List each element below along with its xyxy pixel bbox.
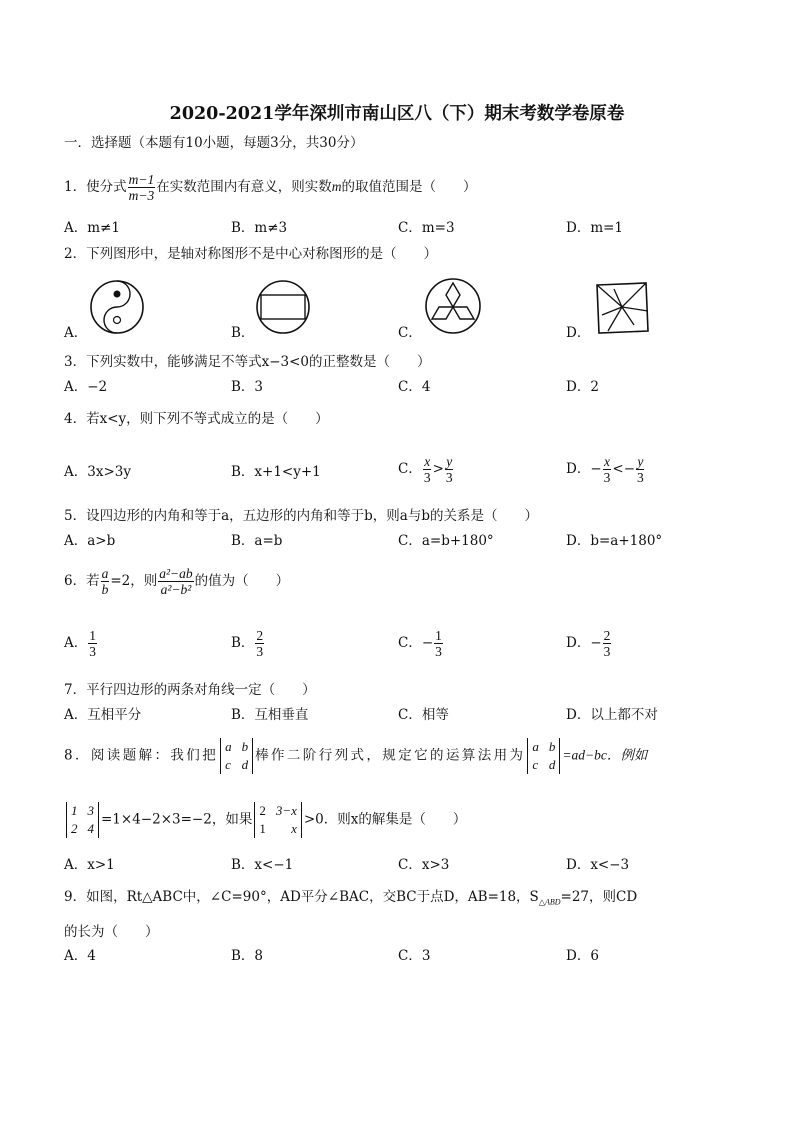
q1-option-a[interactable]: A．m≠1 <box>64 220 120 236</box>
q4-option-c[interactable]: C． $\frac{x}{3}$ > $\frac{y}{3}$ <box>398 454 453 485</box>
q7-option-a[interactable]: A．互相平分 <box>64 707 142 723</box>
q7-option-d[interactable]: D．以上都不对 <box>566 707 658 723</box>
three-rhombus-icon[interactable] <box>424 277 482 335</box>
question-8-line2: 1 3 2 4 =1×4−2×3=−2，如果 2 3−x 1 x >0．则x的解集是（ ） <box>64 802 466 838</box>
rectangle-in-circle-icon[interactable] <box>255 279 311 335</box>
q1-fraction: $\frac{m-1}{m-3}$ <box>128 172 155 203</box>
q8-option-b[interactable]: B．x<−1 <box>231 857 294 873</box>
q8-option-a[interactable]: A．x>1 <box>64 857 115 873</box>
q9-option-a[interactable]: A．4 <box>64 948 96 964</box>
q9-option-b[interactable]: B．8 <box>231 948 264 964</box>
q1-prefix: 1．使分式 <box>64 179 127 195</box>
q1-text: 在实数范围内有意义，则实数 <box>156 179 332 195</box>
question-9-line2: 的长为（ ） <box>64 924 159 940</box>
q6-option-d[interactable]: D．− $\frac{2}{3}$ <box>566 628 611 659</box>
q7-option-c[interactable]: C．相等 <box>398 707 449 723</box>
q3-option-b[interactable]: B．3 <box>231 379 264 395</box>
q6-option-a[interactable]: A． $\frac{1}{3}$ <box>64 628 96 659</box>
q4-option-a[interactable]: A．3x>3y <box>64 464 131 480</box>
q6-option-b[interactable]: B． $\frac{2}{3}$ <box>231 628 264 659</box>
q1-option-b[interactable]: B．m≠3 <box>231 220 288 236</box>
section-heading: 一．选择题（本题有10小题，每题3分，共30分） <box>64 135 364 151</box>
q9-option-d[interactable]: D．6 <box>566 948 599 964</box>
yin-yang-icon[interactable] <box>89 279 145 335</box>
q2-option-d[interactable]: D． <box>566 325 591 341</box>
q2-option-c[interactable]: C． <box>398 325 422 341</box>
question-3: 3．下列实数中，能够满足不等式x−3<0的正整数是（ ） <box>64 354 431 370</box>
pinwheel-square-icon[interactable] <box>594 281 650 335</box>
question-8: 8．阅读题解：我们把 a b c d 棒作二阶行列式，规定它的运算法用为 a b c d =ad−bc．例如 <box>64 739 648 772</box>
question-4: 4．若x<y，则下列不等式成立的是（ ） <box>64 411 329 427</box>
q8-option-c[interactable]: C．x>3 <box>398 857 450 873</box>
q5-option-d[interactable]: D．b=a+180° <box>566 533 663 549</box>
q9-option-c[interactable]: C．3 <box>398 948 431 964</box>
q7-option-b[interactable]: B．互相垂直 <box>231 707 309 723</box>
q4-option-d[interactable]: D．− $\frac{x}{3}$ <− $\frac{y}{3}$ <box>566 454 644 485</box>
q8-option-d[interactable]: D．x<−3 <box>566 857 630 873</box>
question-6: 6．若 $\frac{a}{b}$ =2，则 $\frac{\text{a²−ab}}{\text{a²−b²}}$ 的值为（ ） <box>64 566 290 597</box>
question-7: 7．平行四边形的两条对角线一定（ ） <box>64 682 316 698</box>
q1-option-c[interactable]: C．m=3 <box>398 220 455 236</box>
q2-option-a[interactable]: A． <box>64 325 88 341</box>
q5-option-b[interactable]: B．a=b <box>231 533 283 549</box>
q6-option-c[interactable]: C．− $\frac{1}{3}$ <box>398 628 442 659</box>
question-5: 5．设四边形的内角和等于a，五边形的内角和等于b，则a与b的关系是（ ） <box>64 508 538 524</box>
q2-option-b[interactable]: B． <box>231 325 255 341</box>
q3-option-c[interactable]: C．4 <box>398 379 431 395</box>
q3-option-d[interactable]: D．2 <box>566 379 599 395</box>
q5-option-a[interactable]: A．a>b <box>64 533 116 549</box>
page-title: 2020-2021学年深圳市南山区八（下）期末考数学卷原卷 <box>169 104 625 124</box>
question-9: 9．如图，Rt△ABC中，∠C=90°，AD平分∠BAC，交BC于点D，AB=18，$S_{\triangle ABD}=27$，则CD <box>64 889 638 907</box>
q1-option-d[interactable]: D．m=1 <box>566 220 624 236</box>
question-1: 1．使分式 $\frac{m-1}{m-3}$ 在实数范围内有意义，则实数m的取值范围是（ ） <box>64 172 477 203</box>
q4-option-b[interactable]: B．x+1<y+1 <box>231 464 321 480</box>
q3-option-a[interactable]: A．−2 <box>64 379 108 395</box>
question-2: 2．下列图形中，是轴对称图形不是中心对称图形的是（ ） <box>64 246 438 262</box>
q5-option-c[interactable]: C．a=b+180° <box>398 533 494 549</box>
